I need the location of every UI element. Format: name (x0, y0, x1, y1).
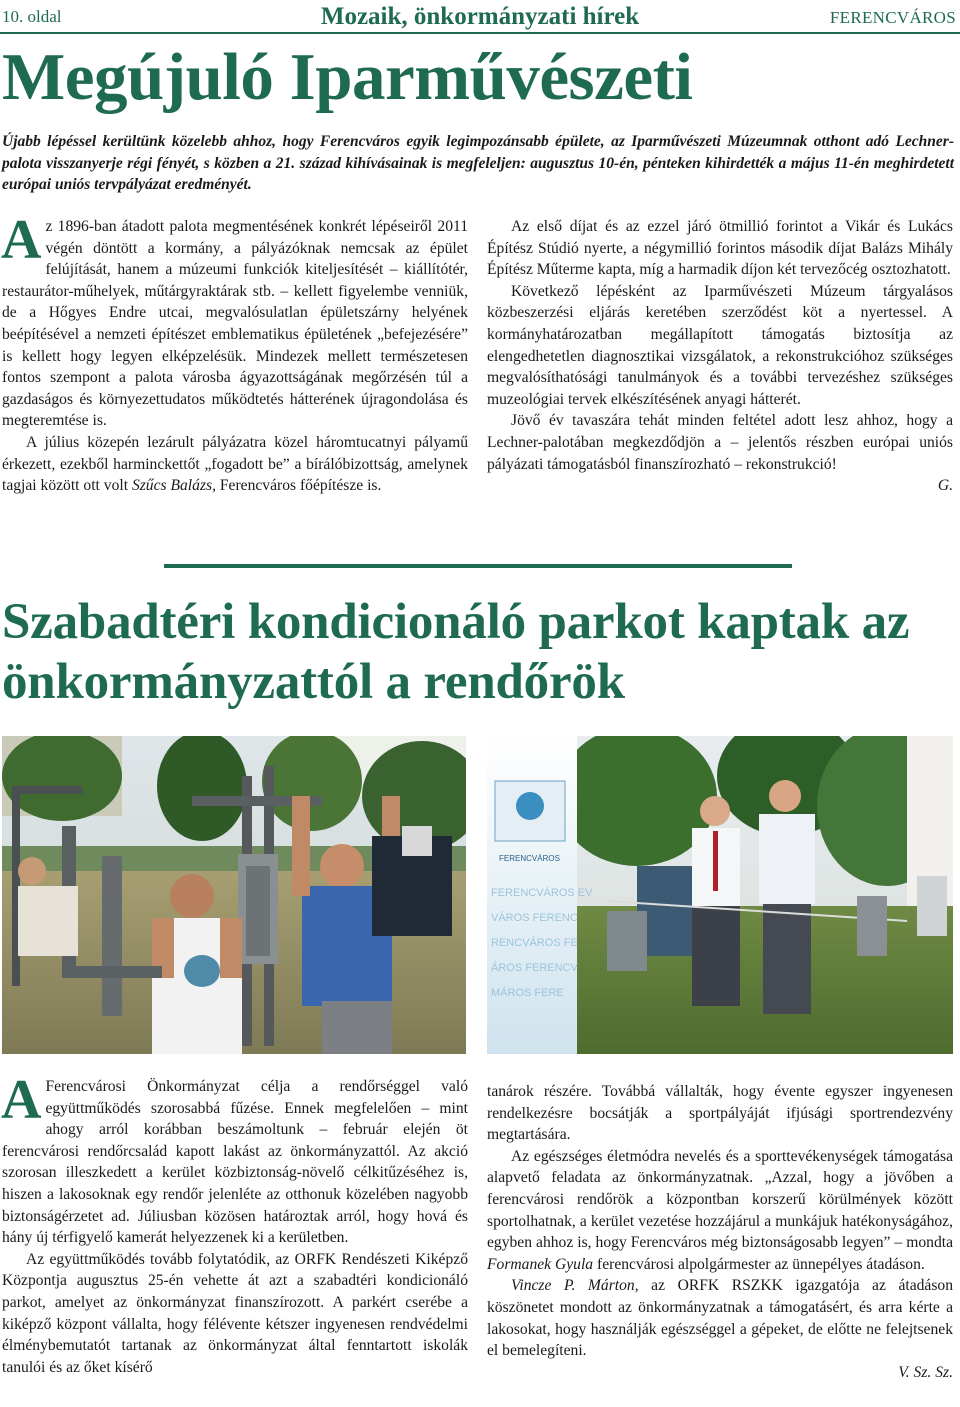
banner-text-3: VÁROS FERENC (491, 912, 578, 924)
article2-paragraph-2: Az együttműködés tovább folytatódik, az ORFK Rendészeti Kiképző Központja augusztus 25-én vehette át azt a szabadtéri kondicionáló parkot, amelyet az önkormányzat finanszírozott. A parkért cserébe a kiképző központ vállalta, hogy félévente kétszer ingyenesen rendvédelmi élménybemutatót tartanak az önkormányzat által fenntartott iskolák tanulói és az őket kísérő (2, 1250, 468, 1376)
article2-paragraph-3-text: Az egészséges életmódra nevelés és a sporttevékenységek támogatása alapvető feladata az önkormányzatnak. „Azzal, hogy a jövőben a ferencvárosi rendőrök a központban korszerű körülmények között sportolhatnak, a kerület vezetése hozzájárul a munkájuk hatékonyságához, egyben ahhoz is, hogy Ferencváros még biztonságosabb legyen” – mondta (487, 1147, 953, 1252)
banner-text-1: FERENCVÁROS (499, 854, 560, 863)
photo-fitness-machines (2, 736, 466, 1054)
article1-paragraph-1 (1, 209, 468, 432)
article1-paragraph-4: Következő lépésként az Iparművészeti Múzeum tárgyalásos közbeszerzési eljárás keretében szerződést köt a nyertessel. A kormányhatározatban megállapított támogatás biztosítja az elengedhetetlen diagnosztikai vizsgálatok, a rekonstrukcióhoz szükséges megvalósíthatósági tanulmányok és a további tervezéshez szükséges muzeológiai tervek elkészítésének anyagi hátterét. (487, 282, 953, 408)
article1-lead: Újabb lépéssel kerültünk közelebb ahhoz, hogy Ferencváros egyik legimpozánsabb épülete, az Iparművészeti Múzeumnak otthont adó Lechner-palota visszanyerje régi fényét, s közben a 21. század kihívásainak is megfeleljen: augusztus 10-én, pénteken kihirdették a május 11-én meghirdetett európai uniós tervpályázat eredményét. (2, 133, 954, 193)
banner-text-6: MÁROS FERE (491, 987, 564, 999)
article1-column-left (1, 209, 468, 497)
article2-paragraph-4 (487, 1275, 953, 1361)
page-header (0, 0, 960, 34)
article1-paragraph-2-text: A július közepén lezárult pályázatra közel háromtucatnyi pályamű érkezett, ezekből harminckettőt „fogadott be” a bírálóbizottság, amelynek tagjai között ott volt (2, 433, 468, 495)
drop-cap: A (1, 1069, 42, 1131)
photo-ribbon-cutting (487, 736, 953, 1054)
article1-signature: G. (937, 477, 953, 495)
article1-paragraph-2 (2, 432, 468, 497)
article2-signature: V. Sz. Sz. (898, 1363, 953, 1381)
article2-column-left (1, 1069, 468, 1378)
article2-column-right (487, 1081, 953, 1383)
architect-name: Szűcs Balázs, (131, 477, 216, 495)
article1-paragraph-1-text: z 1896-ban átadott palota megmentésének konkrét lépéseiről 2011 végén döntött a kormány, a pályázóknak nemcsak az épület felújítását, hanem a múzeumi funkciók kiteljesítését – kiállítótér, restaurátor-műhelyek, műtárgyraktárak stb. – kellett figyelembe venniük, de a Hőgyes Endre utcai, megvalósulatlan épületszárny helyének beépítésével a nemzeti építészet emblematikus épületének „befejezésére” is kellett hogy legyen elképzelésük. Mindezek mellett természetesen fontos szempont a palota városba ágyazottságának megőrzésén túl a gazdaságos és környezettudatos működtetés hátterének újragondolása és megteremtése is. (2, 218, 468, 430)
article2-title: Szabadtéri kondicionáló parkot kaptak az önkormányzattól a rendőrök (2, 594, 910, 710)
banner-text-5: ÁROS FERENCV (491, 962, 578, 974)
article2-paragraph-4-text: az ORFK RSZKK igazgatója az átadáson köszönetet mondott az önkormányzatnak a támogatásért, és arra kérte a lakosokat, hogy használják egészséggel a gépeket, de előtte ne felejtsenek el bemelegíteni. (487, 1277, 953, 1360)
article1-column-right (487, 216, 953, 497)
deputy-mayor-name: Formanek Gyula (487, 1255, 594, 1273)
article2-paragraph-3 (487, 1146, 953, 1276)
director-name: Vincze P. Márton, (511, 1277, 639, 1295)
article-divider (164, 564, 792, 568)
section-title: Mozaik, önkormányzati hírek (320, 3, 640, 30)
article2-paragraph-1-text: Ferencvárosi Önkormányzat célja a rendőrséggel való együttműködés szorosabbá fűzése. Ennek megfelelően – mint ahogy arról korábban beszámoltunk – február elején öt ferencvárosi rendőrcsalád kapott lakást az önkormányzattól. Az akció szorosan illeszkedett a kerület közbiztonság-növelő célkitűzéséhez is, hiszen a lakosoknak egy rendőr jelenléte az otthonuk közelében nagyobb biztonságérzetet ad. Júliusban közösen határoztak arról, hogy hová és hány új térfigyelő kamerát helyezzenek ki a kerületben. (2, 1078, 468, 1247)
article2-paragraph-3-end: ferencvárosi alpolgármester az ünnepélyes átadáson. (593, 1255, 925, 1273)
article1-paragraph-5: Jövő év tavaszára tehát minden feltétel adott lesz ahhoz, hogy a Lechner-palotában megkezdődjön a – jelentős részben európai uniós pályázati támogatásból finanszírozható – rekonstrukció! (487, 412, 953, 473)
district-name: FERENCVÁROS (829, 8, 956, 27)
article1-paragraph-3: Az első díjat és az ezzel járó ötmillió forintot a Vikár és Lukács Építész Stúdió nyerte, a négymillió forintos második díjat Balázs Mihály Építész Műterme kapta, míg a harmadik díjon két tervezőcég osztozhatott. (487, 218, 953, 279)
drop-cap: A (1, 209, 42, 271)
article1-title: Megújuló Iparművészeti (2, 40, 693, 114)
article2-paragraph-2-continued: tanárok részére. Továbbá vállalták, hogy évente egyszer ingyenesen rendelkezésre bocsátják a sportpályáját ifjúsági sportrendezvény megtartására. (487, 1083, 953, 1144)
article1-paragraph-2-end: Ferencváros főépítésze is. (215, 477, 382, 495)
header-rule (0, 32, 960, 34)
banner-text-2: FERENCVÁROS EV (491, 887, 593, 899)
page-number: 10. oldal (2, 7, 62, 26)
article2-paragraph-1 (1, 1069, 468, 1249)
banner-text-4: RENCVÁROS FE (491, 937, 578, 949)
